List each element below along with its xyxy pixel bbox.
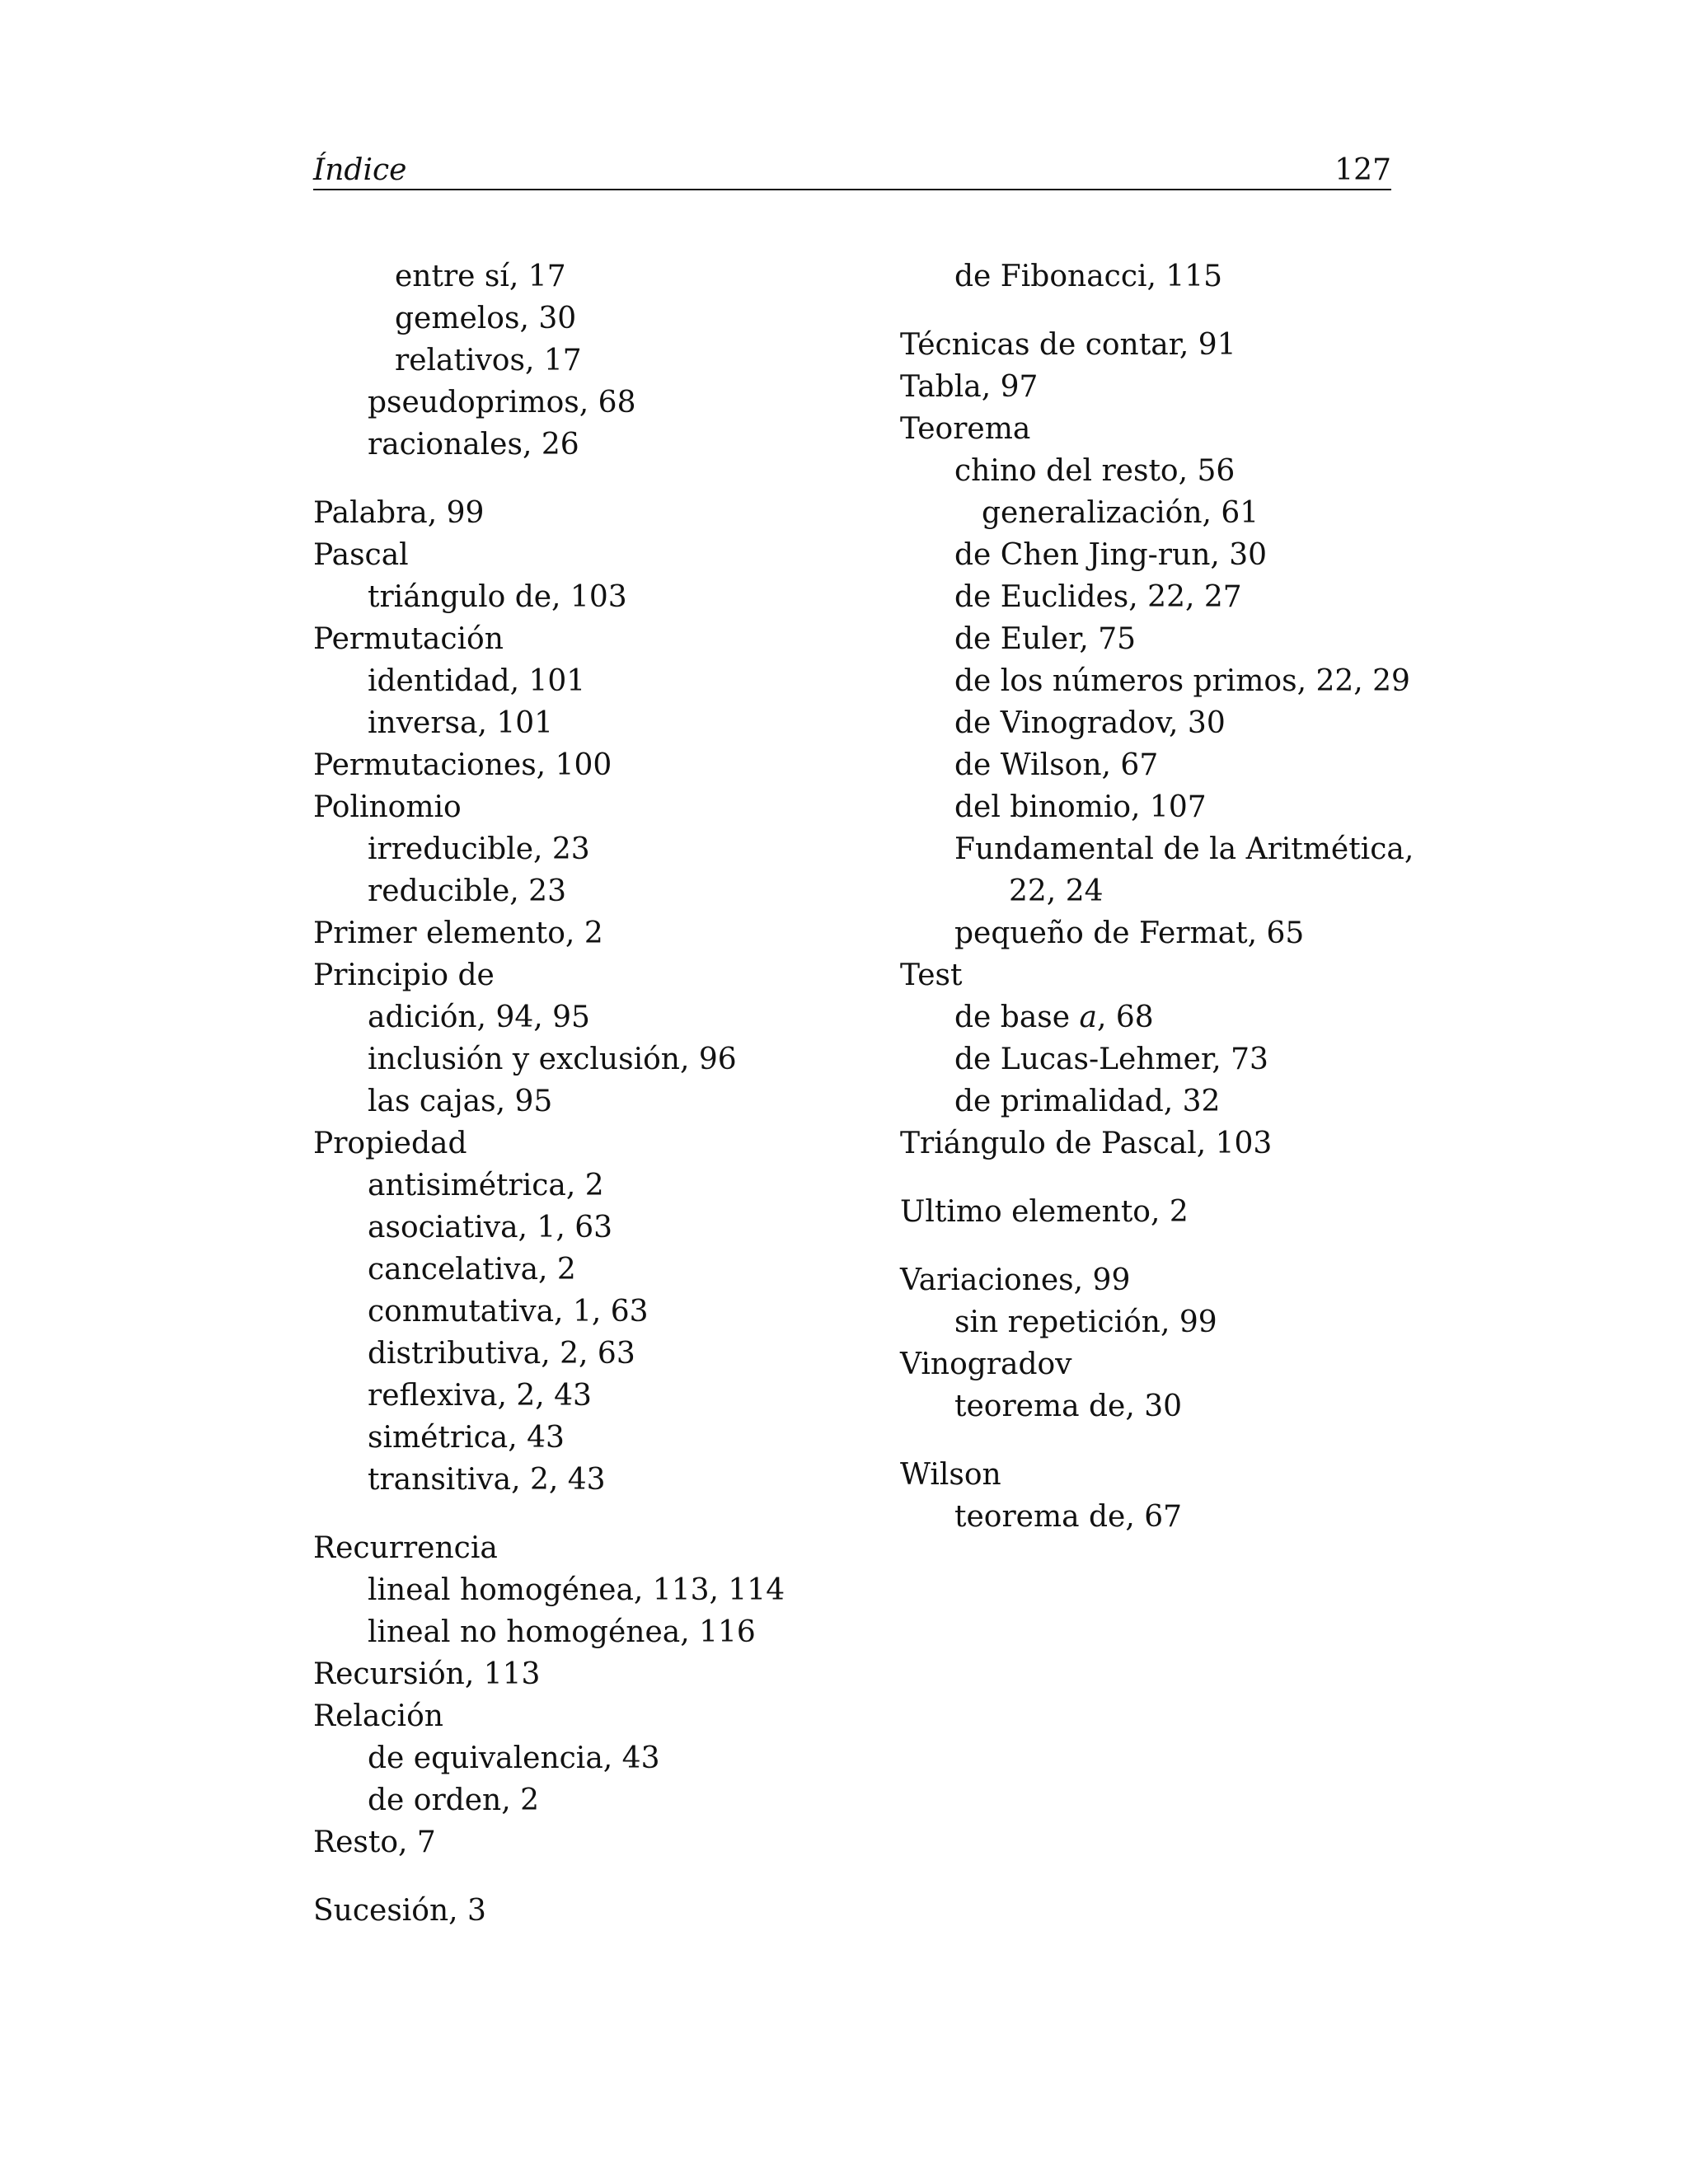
index-entry: Sucesión, 3 (313, 1894, 486, 1928)
index-entry: Resto, 7 (313, 1825, 436, 1859)
index-subentry: gemelos, 30 (395, 302, 577, 335)
index-subentry: teorema de, 30 (954, 1390, 1183, 1423)
index-subentry: lineal no homogénea, 116 (368, 1615, 756, 1649)
index-subentry: conmutativa, 1, 63 (368, 1295, 649, 1329)
index-subentry: las cajas, 95 (368, 1085, 553, 1118)
index-subentry: de primalidad, 32 (954, 1085, 1221, 1118)
index-entry: Ultimo elemento, 2 (900, 1195, 1189, 1229)
index-entry: Polinomio (313, 790, 462, 824)
group-spacer (900, 1233, 1411, 1259)
index-subentry: de Euclides, 22, 27 (954, 580, 1242, 614)
index-subentry: lineal homogénea, 113, 114 (368, 1573, 785, 1607)
index-column-left (313, 255, 857, 1932)
page-header (313, 152, 1391, 190)
page-number: 127 (1334, 153, 1391, 187)
group-spacer (900, 1427, 1411, 1454)
index-entry: Triángulo de Pascal, 103 (900, 1127, 1273, 1160)
index-subentry: de Euler, 75 (954, 622, 1137, 656)
group-spacer (313, 466, 857, 492)
index-subentry: antisimétrica, 2 (368, 1169, 604, 1202)
index-subentry: chino del resto, 56 (954, 454, 1236, 488)
index-subentry: adición, 94, 95 (368, 1001, 590, 1034)
index-subentry: 22, 24 (1009, 874, 1104, 908)
index-entry: Vinogradov (900, 1347, 1072, 1381)
group-spacer (313, 1501, 857, 1527)
index-subentry: simétrica, 43 (368, 1421, 565, 1455)
index-subentry: de Chen Jing-run, 30 (954, 538, 1268, 572)
index-subentry: de Lucas-Lehmer, 73 (954, 1043, 1268, 1076)
index-subentry: cancelativa, 2 (368, 1253, 576, 1286)
index-subentry: de base a, 68 (954, 1001, 1154, 1034)
index-entry: Wilson (900, 1458, 1001, 1492)
index-subentry: teorema de, 67 (954, 1500, 1183, 1534)
index-subentry: de los números primos, 22, 29 (954, 664, 1410, 698)
index-subentry: sin repetición, 99 (954, 1305, 1217, 1339)
index-subentry: inclusión y exclusión, 96 (368, 1043, 737, 1076)
index-entry: Recursión, 113 (313, 1657, 541, 1691)
index-entry: Principio de (313, 958, 495, 992)
index-subentry: relativos, 17 (395, 344, 582, 377)
index-entry: Técnicas de contar, 91 (900, 328, 1236, 362)
index-subentry: distributiva, 2, 63 (368, 1337, 635, 1371)
index-entry: Palabra, 99 (313, 496, 485, 530)
index-subentry: irreducible, 23 (368, 832, 590, 866)
index-entry: Variaciones, 99 (900, 1263, 1131, 1297)
index-subentry: asociativa, 1, 63 (368, 1211, 613, 1244)
index-entry: Recurrencia (313, 1531, 498, 1565)
index-entry: Pascal (313, 538, 409, 572)
index-subentry: Fundamental de la Aritmética, (954, 832, 1414, 866)
index-subentry: reflexiva, 2, 43 (368, 1379, 592, 1413)
index-subentry: pequeño de Fermat, 65 (954, 916, 1305, 950)
index-entry: Permutación (313, 622, 504, 656)
index-entry: Tabla, 97 (900, 370, 1039, 404)
index-subentry: pseudoprimos, 68 (368, 386, 636, 419)
index-entry: Permutaciones, 100 (313, 748, 612, 782)
index-subentry: triángulo de, 103 (368, 580, 627, 614)
index-subentry: inversa, 101 (368, 706, 554, 740)
index-entry: Relación (313, 1699, 443, 1733)
group-spacer (313, 1863, 857, 1890)
index-entry: Teorema (900, 412, 1031, 446)
header-title: Índice (313, 153, 407, 187)
index-subentry: de Wilson, 67 (954, 748, 1159, 782)
index-entry: Propiedad (313, 1127, 467, 1160)
index-subentry: de orden, 2 (368, 1783, 540, 1817)
index-entry: Test (900, 958, 963, 992)
index-subentry: reducible, 23 (368, 874, 566, 908)
index-subentry: de Fibonacci, 115 (954, 260, 1223, 293)
index-column-right (900, 255, 1414, 1538)
index-entry: Primer elemento, 2 (313, 916, 603, 950)
index-subentry: de Vinogradov, 30 (954, 706, 1226, 740)
index-subentry: del binomio, 107 (954, 790, 1207, 824)
group-spacer (900, 298, 1411, 324)
index-subentry: entre sí, 17 (395, 260, 566, 293)
index-subentry: generalización, 61 (982, 496, 1259, 530)
group-spacer (900, 1165, 1411, 1191)
index-subentry: transitiva, 2, 43 (368, 1463, 606, 1497)
index-subentry: identidad, 101 (368, 664, 586, 698)
index-subentry: de equivalencia, 43 (368, 1741, 660, 1775)
index-subentry: racionales, 26 (368, 428, 579, 462)
